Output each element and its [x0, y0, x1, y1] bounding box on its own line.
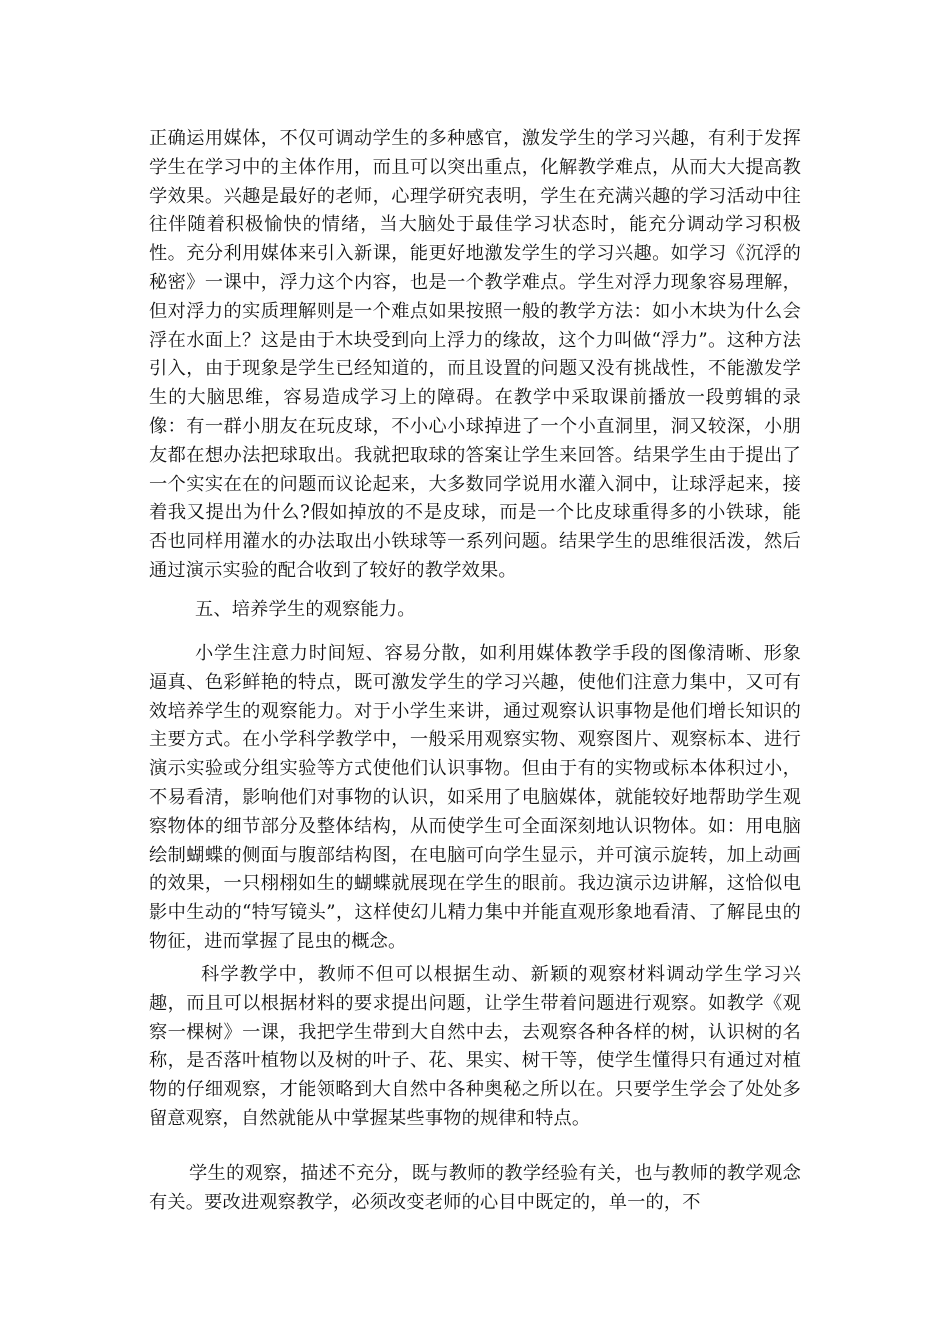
body-paragraph-observation-materials: 科学教学中，教师不但可以根据生动、新颖的观察材料调动学生学习兴趣，而且可以根据材料的要求提出问题，让学生带着问题进行观察。如教学《观察一棵树》一课，我把学生带到大自然中去，去观察各种各样的树，认识树的名称，是否落叶植物以及树的叶子、花、果实、树干等，使学生懂得只有通过对植物的仔细观察，才能领略到大自然中各种奥秘之所以在。只要学生学会了处处多留意观察，自然就能从中掌握某些事物的规律和特点。	[149, 964, 801, 1129]
section-heading-observation: 五、培养学生的观察能力。	[195, 599, 416, 620]
body-paragraph-media-interest: 正确运用媒体，不仅可调动学生的多种感官，激发学生的学习兴趣，有利于发挥学生在学习中的主体作用，而且可以突出重点，化解教学难点，从而大大提高教学效果。兴趣是最好的老师，心理学研究表明，学生在充满兴趣的学习活动中往往伴随着积极愉快的情绪，当大脑处于最佳学习状态时，能充分调动学习积极性。充分利用媒体来引入新课，能更好地激发学生的学习兴趣。如学习《沉浮的秘密》一课中，浮力这个内容，也是一个教学难点。学生对浮力现象容易理解，但对浮力的实质理解则是一个难点如果按照一般的教学方法：如小木块为什么会浮在水面上？这是由于木块受到向上浮力的缘故，这个力叫做“浮力”。这种方法引入，由于现象是学生已经知道的，而且设置的问题又没有挑战性，不能激发学生的大脑思维，容易造成学习上的障碍。在教学中采取课前播放一段剪辑的录像：有一群小朋友在玩皮球，不小心小球掉进了一个小直洞里，洞又较深，小朋友都在想办法把球取出。我就把取球的答案让学生来回答。结果学生由于提出了一个实实在在的问题而议论起来，大多数同学说用水灌入洞中，让球浮起来，接着我又提出为什么?假如掉放的不是皮球，而是一个比皮球重得多的小铁球，能否也同样用灌水的办法取出小铁球等一系列问题。结果学生的思维很活泼，然后通过演示实验的配合收到了较好的教学效果。	[149, 128, 801, 581]
body-paragraph-teaching-concepts: 学生的观察，描述不充分，既与教师的教学经验有关，也与教师的教学观念有关。要改进观察教学，必须改变老师的心目中既定的，单一的，不	[149, 1163, 801, 1213]
body-paragraph-attention: 小学生注意力时间短、容易分散，如利用媒体教学手段的图像清晰、形象逼真、色彩鲜艳的特点，既可激发学生的学习兴趣，使他们注意力集中，又可有效培养学生的观察能力。对于小学生来讲，通过观察认识事物是他们增长知识的主要方式。在小学科学教学中，一般采用观察实物、观察图片、观察标本、进行演示实验或分组实验等方式使他们认识事物。但由于有的实物或标本体积过小，不易看清，影响他们对事物的认识，如采用了电脑媒体，就能较好地帮助学生观察物体的细节部分及整体结构，从而使学生可全面深刻地认识物体。如：用电脑绘制蝴蝶的侧面与腹部结构图，在电脑可向学生显示，并可演示旋转，加上动画的效果，一只栩栩如生的蝴蝶就展现在学生的眼前。我边演示边讲解，这恰似电影中生动的“特写镜头”，这样使幻儿精力集中并能直观形象地看清、了解昆虫的物征，进而掌握了昆虫的概念。	[149, 643, 801, 952]
